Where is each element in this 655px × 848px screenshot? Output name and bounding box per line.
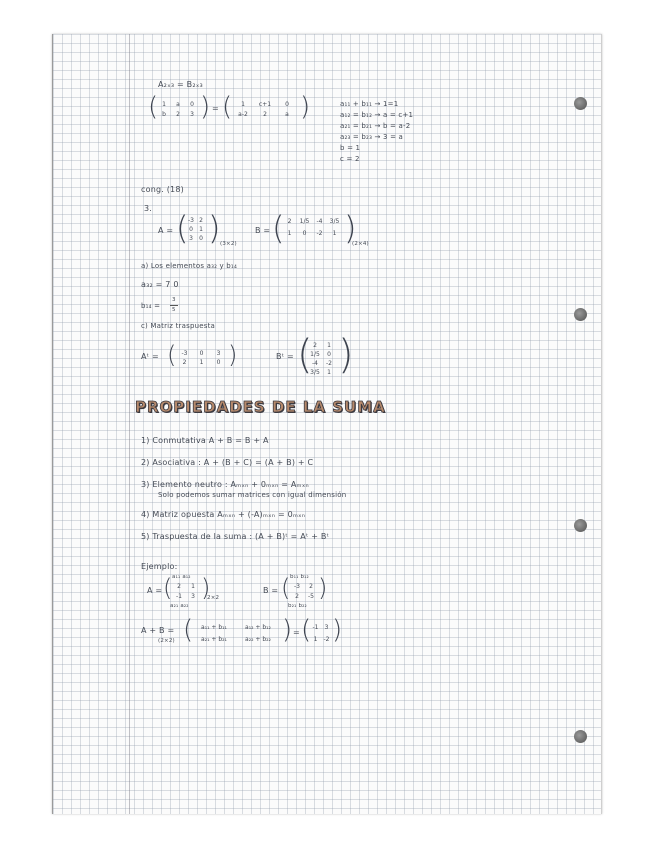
matrix-cell: 3/5 [310,369,320,376]
matrix-cell: 0 [327,351,331,358]
paren-right: ) [200,92,211,122]
matrix-row [186,225,206,234]
matrix-cell: 1 [313,636,318,643]
matrix-cell: 1 [241,101,245,108]
matrix-cell: 0 [285,101,289,108]
matrix-cell: 2 [176,111,180,118]
matrix-row [310,634,332,646]
matrix-cell: 1/5 [299,218,310,225]
property-2: 2) Asociativa : A + (B + C) = (A + B) + C [141,458,314,467]
matrix-cell: -5 [308,593,314,600]
matrix-cell: 1/5 [310,351,320,358]
equation-line: a₂₃ = b₂₃ → 3 = a [340,133,404,141]
example-b-bottom-indices: b₂₁ b₂₂ [288,603,307,609]
matrix-cell: a₂₁ + b₂₁ [201,636,227,643]
paren-right: ) [300,92,311,122]
matrix-row [308,368,336,377]
paren-left: ( [301,615,312,645]
item-c-text: c) Matriz traspuesta [141,322,216,330]
paren-left: ( [183,615,194,645]
matrix-row [310,622,332,634]
matrix-at-label: Aᵗ = [141,352,159,361]
matrix-row [192,634,280,646]
matrix-cell: 3 [191,593,195,600]
paren-right: ) [332,615,343,645]
matrix-cell: -3 [181,350,188,357]
property-5: 5) Traspuesta de la suma : (A + B)ᵗ = Aᵗ + Bᵗ [141,532,330,541]
matrix-cell: -1 [176,593,182,600]
matrix-row [176,358,227,367]
matrix-cell: 1 [287,230,292,237]
equals-sign: = [293,628,300,637]
matrix-cell: 2 [182,359,187,366]
matrix-cell: 2 [313,342,317,349]
matrix-row [308,350,336,359]
matrix-b-dimension: (2×4) [352,241,369,247]
binder-hole-3 [574,519,587,532]
matrix-cell: 3 [189,235,193,242]
b14-numerator: 3 [172,297,176,303]
matrix-bt [308,341,336,377]
paren-left: ( [176,209,189,247]
paren-left: ( [163,574,173,602]
matrix-cell: -3 [294,583,300,590]
b14-denominator: 5 [172,307,176,313]
sum-dimension: (2×2) [158,638,175,644]
paren-right: ) [318,574,328,602]
matrix-cell: a-2 [238,111,248,118]
matrix-cell: 1 [327,342,331,349]
matrix-row [282,216,342,228]
sum-label: A + B = [141,626,175,635]
paren-right: ) [282,615,293,645]
matrix-cell: -4 [312,360,318,367]
matrix-row [232,110,298,120]
example-result-matrix [310,622,332,646]
matrix-a-dimension: (3×2) [220,241,237,247]
matrix-cell: -2 [326,360,332,367]
example-matrix-b [290,582,318,602]
property-1: 1) Conmutativa A + B = B + A [141,436,269,445]
example-matrix-a [172,582,200,602]
matrix-cell: a₁₂ + b₁₂ [245,624,271,631]
matrix-row [192,622,280,634]
equation-line: c = 2 [340,155,360,163]
matrix-cell: 0 [189,226,193,233]
paren-left: ( [272,209,285,247]
paren-left: ( [167,341,177,369]
matrix-cell: 2 [263,111,267,118]
matrix-cell: -3 [188,217,194,224]
paren-left: ( [148,92,159,122]
matrix-row [186,216,206,225]
matrix-row [172,582,200,592]
matrix-cell: 3 [324,624,329,631]
exercise-number: 3. [144,204,153,213]
paren-left: ( [222,92,233,122]
matrix-cell: -4 [316,218,323,225]
continuation-label: cong. (18) [141,185,184,194]
example-a-label: A = [147,586,163,595]
equation-line: a₁₁ + b₁₁ → 1=1 [340,100,399,108]
example-label: Ejemplo: [141,562,178,571]
equals-sign: = [212,104,219,113]
binder-hole-2 [574,308,587,321]
example-a-bottom-indices: a₂₁ a₂₂ [170,603,189,609]
equality-header: A₂ₓ₃ = B₂ₓ₃ [158,80,203,89]
matrix-cell: 3 [190,111,194,118]
matrix-row [172,592,200,602]
paren-right: ) [338,332,354,378]
equation-line: a₂₁ = b₂₁ → b = a-2 [340,122,411,130]
page-margin-line [129,34,130,814]
b14-label: b₁₄ = [141,302,161,310]
paren-right: ) [344,209,357,247]
matrix-cell: a [176,101,180,108]
matrix-cell: c+1 [258,101,272,108]
matrix-row [290,592,318,602]
matrix-cell: 0 [190,101,194,108]
matrix-cell: 3/5 [329,218,340,225]
matrix-cell: 0 [216,359,221,366]
section-heading: PROPIEDADES DE LA SUMA [135,398,386,416]
matrix-row [157,110,199,120]
matrix-cell: a₂₂ + b₂₂ [245,636,271,643]
matrix-cell: 1 [199,226,203,233]
matrix-cell: 2 [287,218,292,225]
example-a-top-indices: a₁₁ a₁₂ [172,574,191,580]
paren-right: ) [201,574,211,602]
matrix-cell: 3 [216,350,221,357]
matrix-row [232,100,298,110]
matrix-cell: 1 [162,101,166,108]
property-3-note: Solo podemos sumar matrices con igual dimensión [158,491,347,499]
matrix-cell: 0 [199,350,204,357]
matrix-a2 [186,216,206,243]
matrix-cell: -2 [316,230,323,237]
example-sum-matrix [192,622,280,646]
matrix-row [282,228,342,240]
matrix-at [176,349,227,367]
matrix-cell: 0 [199,235,203,242]
item-a-text: a) Los elementos a₃₂ y b₁₄ [141,262,237,270]
matrix-cell: b [162,111,166,118]
matrix-cell: 1 [199,359,204,366]
matrix-cell: 2 [309,583,313,590]
matrix-cell: -1 [312,624,319,631]
binder-hole-4 [574,730,587,743]
matrix-cell: 2 [295,593,299,600]
matrix-cell: 1 [332,230,337,237]
equation-line: b = 1 [340,144,361,152]
paren-right: ) [228,341,238,369]
matrix-row [308,359,336,368]
matrix-cell: 2 [199,217,203,224]
matrix-cell: 1 [327,369,331,376]
property-3: 3) Elemento neutro : Aₘₓₙ + 0ₘₓₙ = Aₘₓₙ [141,480,309,489]
matrix-a1 [157,100,199,120]
matrix-cell: a [285,111,289,118]
paren-left: ( [281,574,291,602]
matrix-row [290,582,318,592]
matrix-cell: 2 [177,583,181,590]
matrix-b-label: B = [255,226,271,235]
paren-right: ) [208,209,221,247]
matrix-b1 [232,100,298,120]
matrix-cell: a₁₁ + b₁₁ [201,624,227,631]
matrix-cell: 1 [191,583,195,590]
matrix-row [176,349,227,358]
fraction-bar [170,305,178,306]
property-4: 4) Matriz opuesta Aₘₓₙ + (-A)ₘₓₙ = 0ₘₓₙ [141,510,306,519]
example-a-dimension: 2×2 [207,595,220,601]
matrix-cell: 0 [302,230,307,237]
notebook-page [52,34,602,814]
matrix-row [308,341,336,350]
matrix-bt-label: Bᵗ = [276,352,294,361]
paren-left: ( [297,332,313,378]
binder-hole-1 [574,97,587,110]
matrix-cell: -2 [323,636,330,643]
example-b-label: B = [263,586,279,595]
matrix-row [186,234,206,243]
matrix-row [157,100,199,110]
matrix-a-label: A = [158,226,174,235]
example-b-top-indices: b₁₁ b₁₂ [290,574,309,580]
equation-line: a₁₂ = b₁₂ → a = c+1 [340,111,414,119]
matrix-b2 [282,216,342,240]
a32-value: a₃₂ = 7 0 [141,280,179,289]
